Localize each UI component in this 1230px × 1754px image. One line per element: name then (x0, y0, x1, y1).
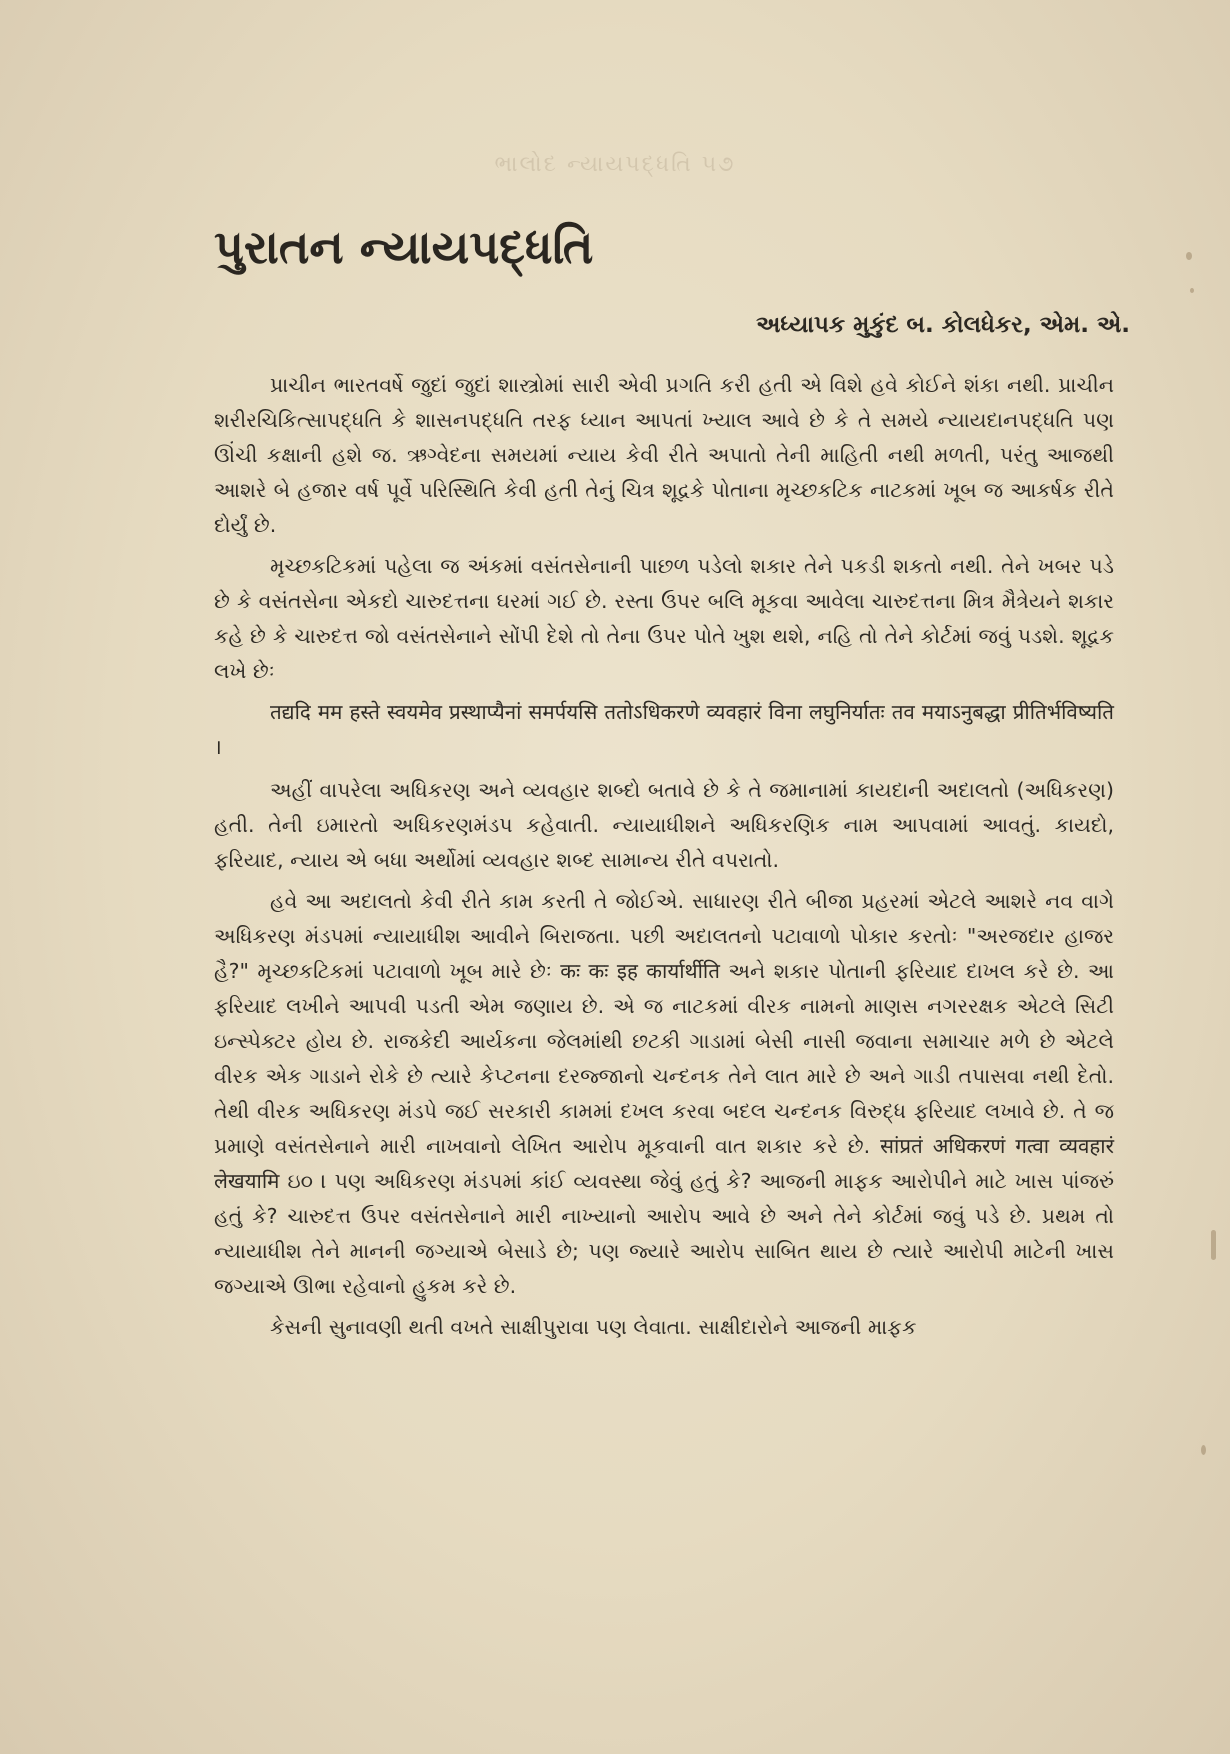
paper-stain (1190, 288, 1194, 293)
paragraph-3: અહીં વાપરેલા અધિકરણ અને વ્યવહાર શબ્દો બતાવે છે કે તે જમાનામાં કાયદાની અદાલતો (અધિકરણ) હતી. તેની ઇમારતો અધિકરણમંડપ કહેવાતી. ન્યાયાધીશને અધિકરણિક નામ આપવામાં આવતું. કાયદો, ફરિયાદ, ન્યાય એ બધા અર્થોમાં વ્યવહાર શબ્દ સામાન્ય રીતે વપરાતો. (214, 778, 1114, 872)
paragraph-5: કેસની સુનાવણી થતી વખતે સાક્ષીપુરાવા પણ લેવાતા. સાક્ષીદારોને આજની માફક (270, 1315, 917, 1339)
paragraph-2: મૃચ્છકટિકમાં પહેલા જ અંકમાં વસંતસેનાની પાછળ પડેલો શકાર તેને પકડી શકતો નથી. તેને ખબર પડે છે કે વસંતસેના એકદો ચારુદત્તના ઘરમાં ગઈ છે. રસ્તા ઉપર બલિ મૂકવા આવેલા ચારુદત્તના મિત્ર મૈત્રેયને શકાર કહે છે કે ચારુદત્ત જો વસંતસેનાને સોંપી દેશે તો તેના ઉપર પોતે ખુશ થશે, નહિ તો તેને કોર્ટમાં જવું પડશે. શૂદ્રક લખે છેઃ (214, 554, 1114, 683)
paper-stain (1186, 252, 1192, 260)
paragraph-1: પ્રાચીન ભારતવર્ષે જુદાં જુદાં શાસ્ત્રોમાં સારી એવી પ્રગતિ કરી હતી એ વિશે હવે કોઈને શંકા નથી. પ્રાચીન શરીરચિકિત્સાપદ્ધતિ કે શાસનપદ્ધતિ તરફ ધ્યાન આપતાં ખ્યાલ આવે છે કે તે સમયે ન્યાયદાનપદ્ધતિ પણ ઊંચી કક્ષાની હશે જ. ઋગ્વેદના સમયમાં ન્યાય કેવી રીતે અપાતો તેની માહિતી નથી મળતી, પરંતુ આજથી આશરે બે હજાર વર્ષ પૂર્વે પરિસ્થિતિ કેવી હતી તેનું ચિત્ર શૂદ્રકે પોતાના મૃચ્છકટિક નાટકમાં ખૂબ જ આકર્ષક રીતે દોર્યું છે. (214, 373, 1114, 537)
paper-stain (1201, 1445, 1206, 1455)
paper-stain (1211, 1230, 1216, 1260)
running-header: ભાલોદ ન્યાયપદ્ધતિ ૫૭ (494, 152, 736, 177)
sanskrit-quote: तद्यदि मम हस्ते स्वयमेव प्रस्थाप्यैनां समर्पयसि ततोऽधिकरणे व्यवहारं विना लघुनिर्यातः तव मयाऽनुबद्धा प्रीतिर्भविष्यति । (214, 700, 1114, 759)
article-title: પુરાતન ન્યાયપદ્ધતિ (214, 220, 594, 274)
paragraph-4: હવે આ અદાલતો કેવી રીતે કામ કરતી તે જોઈએ. સાધારણ રીતે બીજા પ્રહરમાં એટલે આશરે નવ વાગે અધિકરણ મંડપમાં ન્યાયાધીશ આવીને બિરાજતા. પછી અદાલતનો પટાવાળો પોકાર કરતોઃ "અરજદાર હાજર હૈ?" મૃચ્છકટિકમાં પટાવાળો ખૂબ મારે છેઃ कः कः इह कार्यार्थीति અને શકાર પોતાની ફરિયાદ દાખલ કરે છે. આ ફરિયાદ લખીને આપવી પડતી એમ જણાય છે. એ જ નાટકમાં વીરક નામનો માણસ નગરરક્ષક એટલે સિટી ઇન્સ્પેક્ટર હોય છે. રાજકેદી આર્યકના જેલમાંથી છટકી ગાડામાં બેસી નાસી જવાના સમાચાર મળે છે એટલે વીરક એક ગાડાને રોકે છે ત્યારે કેપ્ટનના દરજ્જાનો ચન્દનક તેને લાત મારે છે અને ગાડી તપાસવા નથી દેતો. તેથી વીરક અધિકરણ મંડપે જઈ સરકારી કામમાં દખલ કરવા બદલ ચન્દનક વિરુદ્ધ ફરિયાદ લખાવે છે. તે જ પ્રમાણે વસંતસેનાને મારી નાખવાનો લેખિત આરોપ મૂકવાની વાત શકાર કરે છે. सांप्रतं अधिकरणं गत्वा व्यवहारं लेखयामि ઇ૦ । પણ અધિકરણ મંડપમાં કાંઈ વ્યવસ્થા જેવું હતું કે? આજની માફક આરોપીને માટે ખાસ પાંજરું હતું કે? ચારુદત્ત ઉપર વસંતસેનાને મારી નાખ્યાનો આરોપ આવે છે અને તેને કોર્ટમાં જવું પડે છે. પ્રથમ તો ન્યાયાધીશ તેને માનની જગ્યાએ બેસાડે છે; પણ જ્યારે આરોપ સાબિત થાય છે ત્યારે આરોપી માટેની ખાસ જગ્યાએ ઊભા રહેવાનો હુકમ કરે છે. (214, 889, 1114, 1298)
article-body (214, 368, 1114, 1351)
author-byline: અધ્યાપક મુકુંદ બ. કોલધેકર, એમ. એ. (756, 312, 1130, 338)
